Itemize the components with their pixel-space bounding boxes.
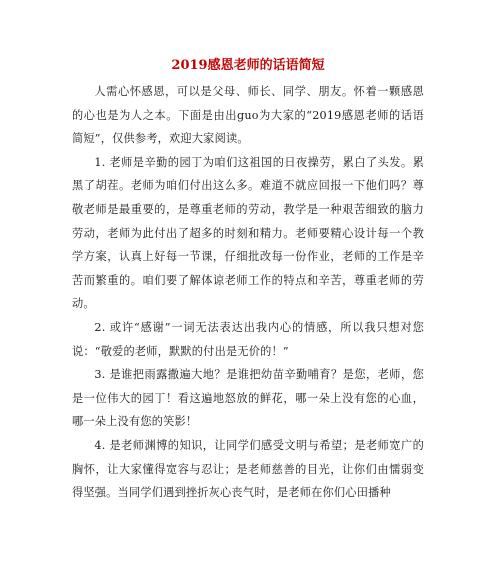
document-title: 2019感恩老师的话语简短 <box>171 58 325 73</box>
paragraph-3: 3. 是谁把雨露撒遍大地？是谁把幼苗辛勤哺育？是您，老师，您是一位伟大的园丁！看这遍地怒放的鲜花，哪一朵上没有您的心血，哪一朵上没有您的笑影！ <box>72 368 424 429</box>
paragraph-2: 2. 或许“感谢”一词无法表达出我内心的情感，所以我只想对您说：“敬爱的老师，默默的付出是无价的！” <box>72 320 424 358</box>
paragraph-1: 1. 老师是辛勤的园丁为咱们这祖国的日夜操劳，累白了头发。累黑了胡茬。老师为咱们付出这么多。难道不就应回报一下他们吗？尊敬老师是最重要的，是尊重老师的劳动，教学是一种艰苦细致的脑力劳动，老师为此付出了超多的时刻和精力。老师要精心设计每一个教学方案，认真上好每一节课，仔细批改每一份作业，老师的工作是辛苦而繁重的。咱们要了解体谅老师工作的特点和辛苦，尊重老师的劳动。 <box>72 155 424 311</box>
document-page <box>72 56 424 505</box>
intro-paragraph: 人需心怀感恩，可以是父母、师长、同学、朋友。怀着一颗感恩的心也是为人之本。下面是由出guo为大家的“2019感恩老师的话语简短”，仅供参考，欢迎大家阅读。 <box>72 85 424 146</box>
paragraph-4: 4. 是老师渊博的知识，让同学们感受文明与希望；是老师宽广的胸怀，让大家懂得宽容与忍让；是老师慈善的目光，让你们由懦弱变得坚强。当同学们遇到挫折灰心丧气时，是老师在你们心田播种 <box>72 438 424 500</box>
